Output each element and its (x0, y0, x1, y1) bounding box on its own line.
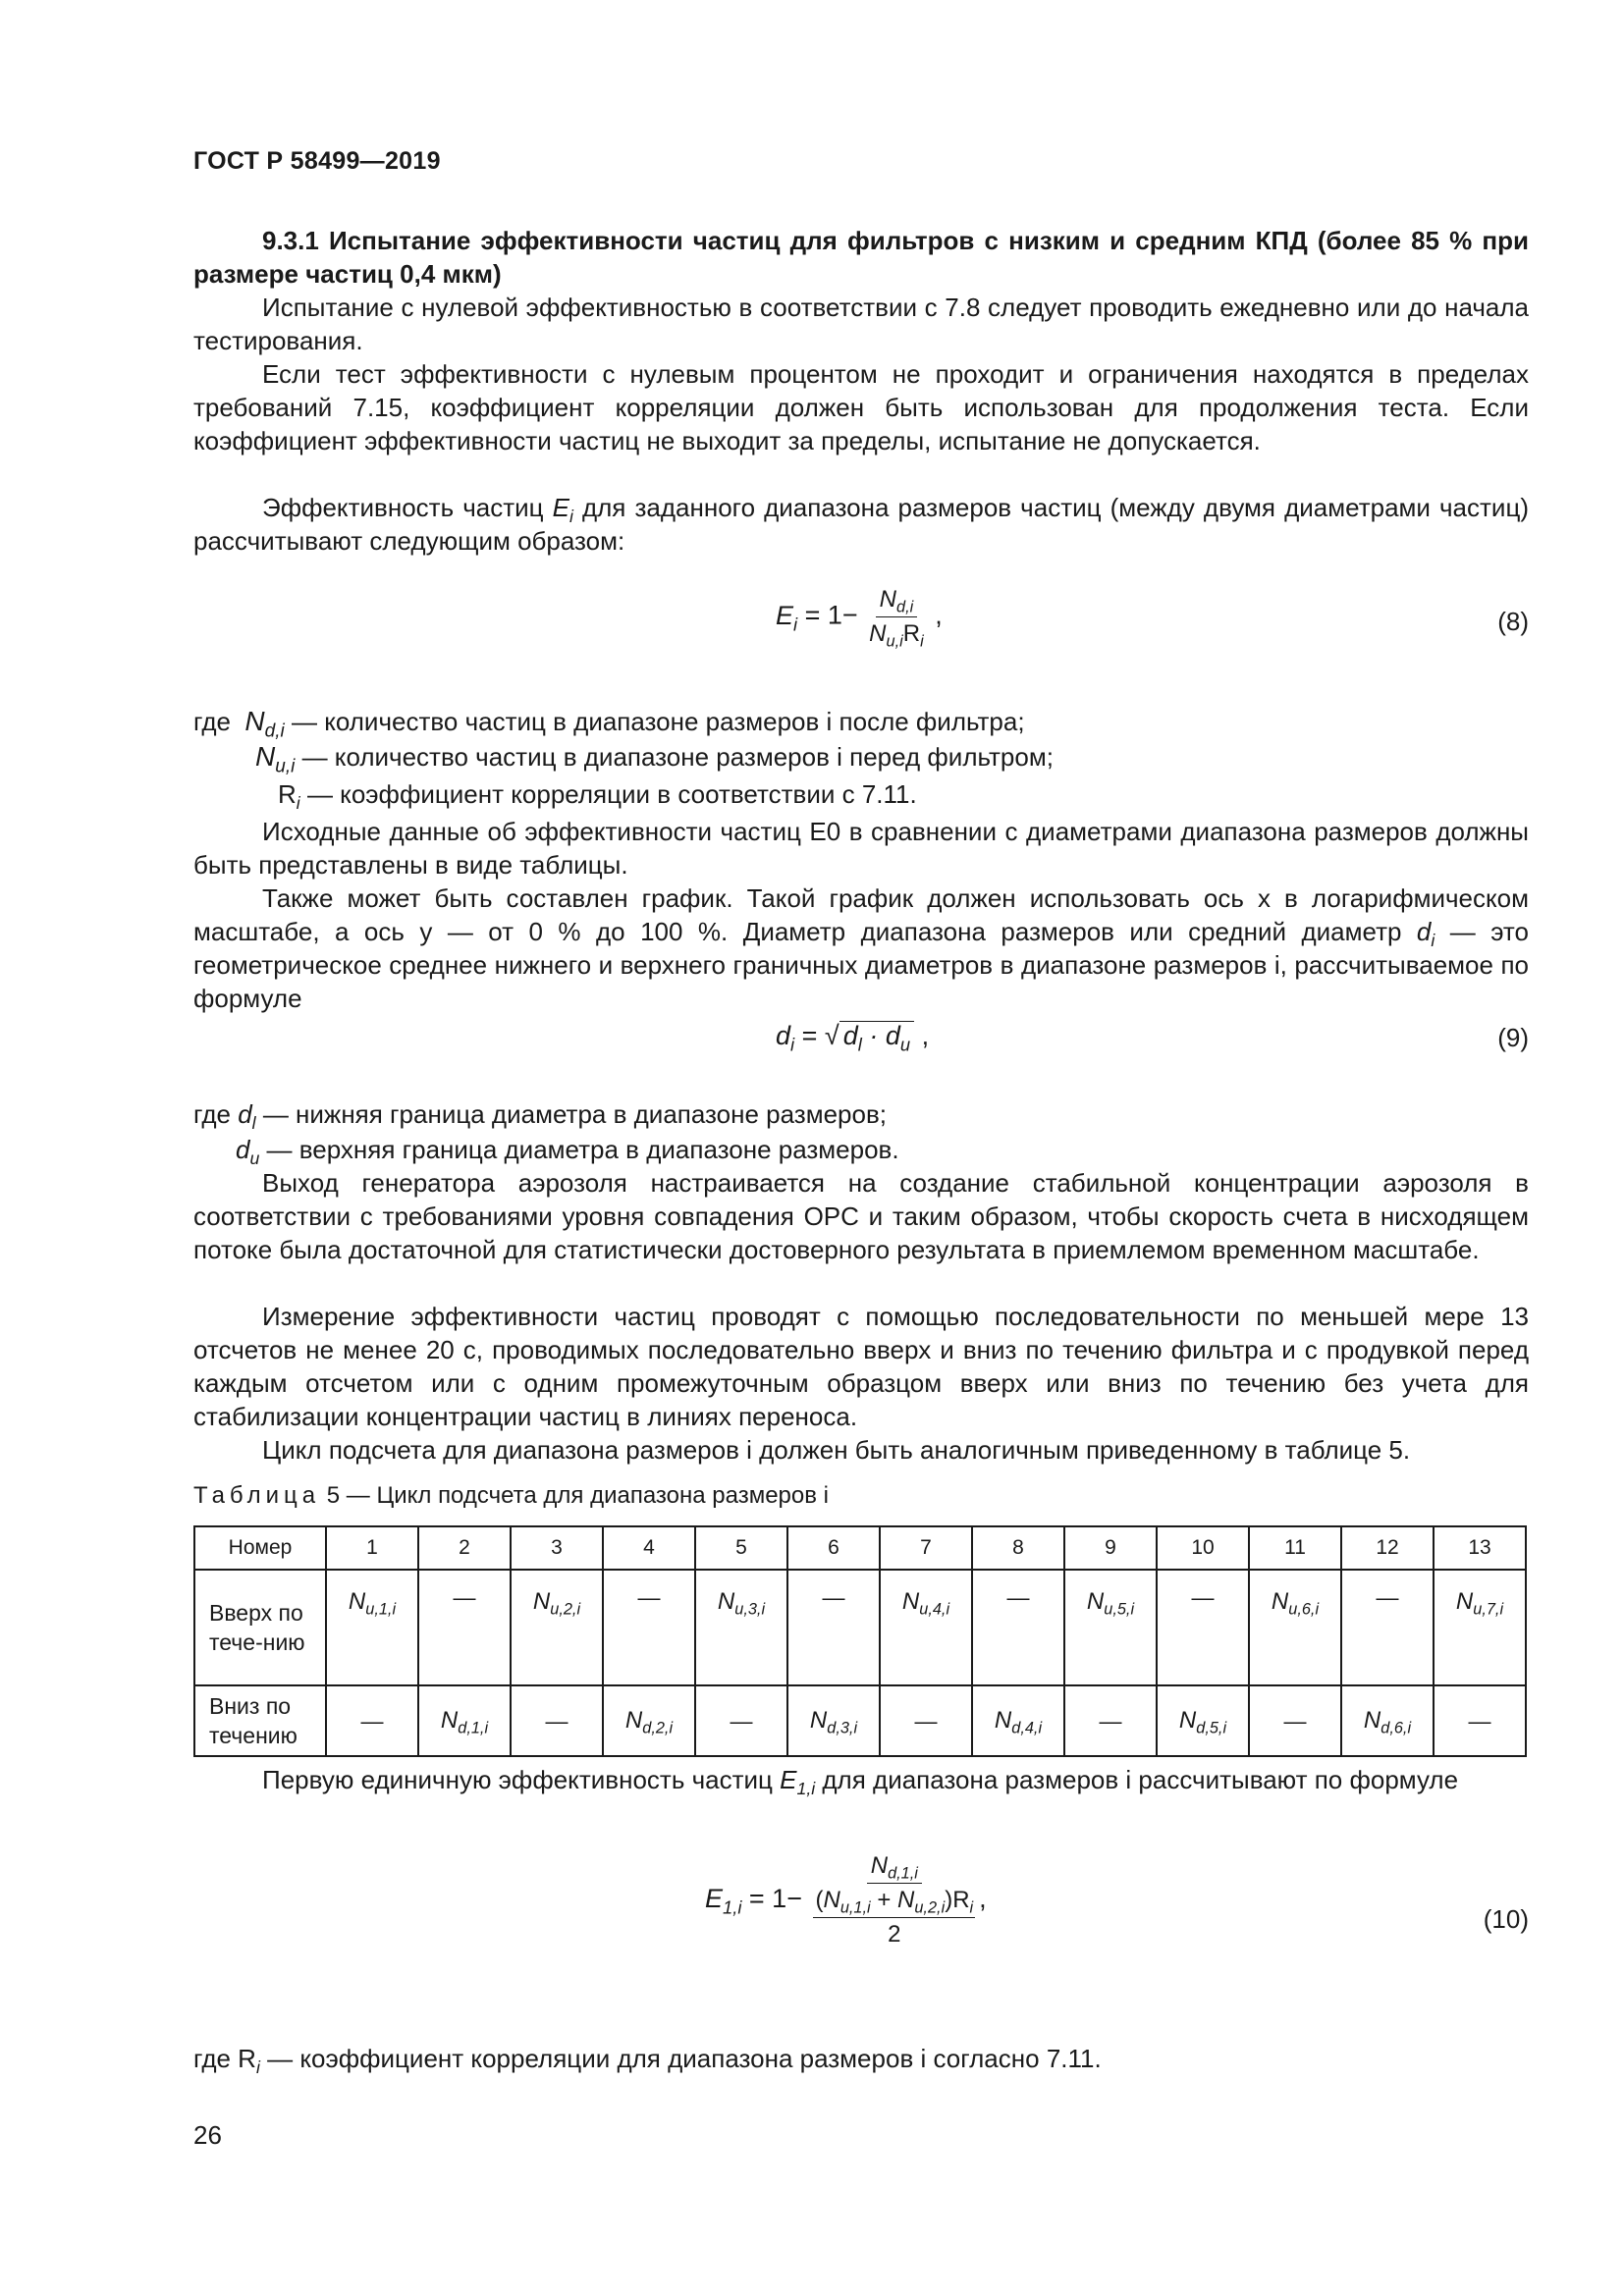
downstream-dash-cell: — (880, 1685, 972, 1756)
table-header-cell: 5 (695, 1526, 787, 1570)
paragraph-9: Первую единичную эффективность частиц $E_{1,i}$ для диапазона размеров i рассчитывают по формуле (262, 1765, 1459, 1799)
definition-du-text: — верхняя граница диаметра в диапазоне размеров. (259, 1135, 899, 1164)
definition-r-text: — коэффициент корреляции в соответствии с 7.11. (299, 779, 917, 809)
downstream-count-cell: $N_{d,5,i}$ (1157, 1685, 1249, 1756)
table-header-cell: 2 (418, 1526, 511, 1570)
paragraph-4: Исходные данные об эффективности частиц E0 в сравнении с диаметрами диапазона размеров должны быть представлены в виде таблицы. (193, 817, 1529, 880)
downstream-dash-cell: — (1249, 1685, 1341, 1756)
paragraph-1: Испытание с нулевой эффективностью в соответствии с 7.8 следует проводить ежедневно или до начала тестирования. (193, 293, 1529, 355)
definition-r2-text: — коэффициент корреляции для диапазона размеров i согласно 7.11. (259, 2044, 1102, 2073)
paragraph-2: Если тест эффективности с нулевым процентом не проходит и ограничения находятся в пределах требований 7.15, коэффициент корреляции должен быть использован для продолжения теста. Если коэффициент эффективности частиц не выходит за пределы, испытание не допускается. (193, 359, 1529, 455)
definition-nu-text: — количество частиц в диапазоне размеров i перед фильтром; (295, 742, 1054, 772)
paragraph-3-a: Эффективность частиц (262, 493, 553, 522)
downstream-count-cell: $N_{d,4,i}$ (972, 1685, 1064, 1756)
paragraph-9-a: Первую единичную эффективность частиц (262, 1765, 781, 1794)
table-header-cell: 1 (326, 1526, 418, 1570)
table-header-cell: 6 (787, 1526, 880, 1570)
upstream-dash-cell: — (603, 1570, 695, 1685)
row-label-downstream: Вниз по течению (194, 1685, 326, 1756)
upstream-count-cell: $N_{u,5,i}$ (1064, 1570, 1157, 1685)
formula-9: $d_i$ = √ $d_l \cdot d_u$ , (776, 1021, 930, 1055)
upstream-dash-cell: — (1157, 1570, 1249, 1685)
definition-nd: где $N_{d,i}$ — количество частиц в диапазоне размеров i после фильтра; (193, 706, 1025, 742)
definition-dl: где $d_l$ — нижняя граница диаметра в диапазоне размеров; (193, 1099, 888, 1134)
paragraph-7: Измерение эффективности частиц проводят с помощью последовательности по меньшей мере 13 отсчетов не менее 20 с, проводимых последовательно вверх и вниз по течению фильтра и с продувкой перед каждым отсчетом или с одним промежуточным образцом вверх или вниз по течению без учета для стабилизации концентрации частиц в линиях переноса. (193, 1302, 1529, 1431)
paragraph-5-b: — это геометрическое среднее нижнего и верхнего граничных диаметров в диапазоне размеров i, рассчитываемое по формуле (193, 917, 1530, 1013)
downstream-dash-cell: — (695, 1685, 787, 1756)
table-header-cell: 11 (1249, 1526, 1341, 1570)
upstream-count-cell: $N_{u,1,i}$ (326, 1570, 418, 1685)
table-header-cell: 10 (1157, 1526, 1249, 1570)
downstream-count-cell: $N_{d,2,i}$ (603, 1685, 695, 1756)
downstream-dash-cell: — (1064, 1685, 1157, 1756)
where-label-3: где (193, 2044, 231, 2073)
paragraph-5: Также может быть составлен график. Такой график должен использовать ось x в логарифмическом масштабе, а ось y — от 0 % до 100 %. Диаметр диапазона размеров или средний диаметр $d_i$ — это геометрическое среднее нижнего и верхнего граничных диаметров в диапазоне размеров i, рассчитываемое по формуле (193, 883, 1530, 1013)
downstream-count-cell: $N_{d,3,i}$ (787, 1685, 880, 1756)
table-caption-rest: 5 — Цикл подсчета для диапазона размеров i (320, 1482, 829, 1509)
equation-number-9: (9) (1497, 1023, 1529, 1052)
paragraph-5-a: Также может быть составлен график. Такой график должен использовать ось x в логарифмическом масштабе, а ось y — от 0 % до 100 %. Диаметр диапазона размеров или средний диаметр (193, 883, 1529, 946)
where-label-2: где (193, 1099, 231, 1129)
equation-number-8: (8) (1497, 607, 1529, 636)
table-header-cell: 7 (880, 1526, 972, 1570)
table-header-cell: 8 (972, 1526, 1064, 1570)
table-header-cell: 12 (1341, 1526, 1434, 1570)
downstream-count-cell: $N_{d,6,i}$ (1341, 1685, 1434, 1756)
upstream-dash-cell: — (1341, 1570, 1434, 1685)
definition-du: $d_u$ — верхняя граница диаметра в диапазоне размеров. (236, 1135, 899, 1169)
table-row-downstream (194, 1685, 1526, 1756)
table-header-cell: 13 (1434, 1526, 1526, 1570)
table-header-cell: 4 (603, 1526, 695, 1570)
paragraph-3 (193, 491, 1529, 558)
equation-number-10: (10) (1483, 1904, 1529, 1934)
upstream-count-cell: $N_{u,7,i}$ (1434, 1570, 1526, 1685)
paragraph-9-b: для диапазона размеров i рассчитывают по формуле (815, 1765, 1459, 1794)
upstream-dash-cell: — (787, 1570, 880, 1685)
page-number: 26 (193, 2120, 222, 2150)
upstream-count-cell: $N_{u,3,i}$ (695, 1570, 787, 1685)
formula-8: $E_i = 1-$ $\frac{N_{d,i}}{N_{u,i}R_i}$ , (776, 586, 943, 651)
where-label: где (193, 707, 231, 736)
table-header-row (194, 1526, 1526, 1570)
definition-nd-text: — количество частиц в диапазоне размеров i после фильтра; (284, 707, 1025, 736)
paragraph-6: Выход генератора аэрозоля настраивается на создание стабильной концентрации аэрозоля в соответствии с требованиями уровня совпадения ОPC и таким образом, чтобы скорость счета в нисходящем потоке была достаточной для статистически достоверного результата в приемлемом временном масштабе. (193, 1168, 1529, 1264)
upstream-count-cell: $N_{u,4,i}$ (880, 1570, 972, 1685)
table-header-cell: 3 (511, 1526, 603, 1570)
formula-10: $E_{1,i} = 1-$ $N_{d,1,i}$ $(N_{u,1,i} + N_{u,2,i})R_i$ 2 , (705, 1852, 987, 1948)
paragraph-3-b: для заданного диапазона размеров частиц (между двумя диаметрами частиц) рассчитывают следующим образом: (193, 493, 1530, 556)
definition-r: $R_i$ — коэффициент корреляции в соответствии с 7.11. (278, 779, 917, 814)
row-label-upstream: Вверх по тече-нию (194, 1570, 326, 1685)
upstream-dash-cell: — (972, 1570, 1064, 1685)
definition-nu: $N_{u,i}$ — количество частиц в диапазоне размеров i перед фильтром; (255, 741, 1054, 777)
table-header-cell: 9 (1064, 1526, 1157, 1570)
downstream-dash-cell: — (326, 1685, 418, 1756)
upstream-count-cell: $N_{u,6,i}$ (1249, 1570, 1341, 1685)
symbol-Ei: $E_i$ (552, 493, 573, 527)
upstream-count-cell: $N_{u,2,i}$ (511, 1570, 603, 1685)
table-caption-word: Таблица (193, 1482, 321, 1509)
downstream-dash-cell: — (1434, 1685, 1526, 1756)
definition-dl-text: — нижняя граница диаметра в диапазоне размеров; (255, 1099, 888, 1129)
definition-r2: где $R_i$ — коэффициент корреляции для диапазона размеров i согласно 7.11. (193, 2044, 1102, 2078)
table-caption (193, 1482, 829, 1510)
document-header: ГОСТ Р 58499—2019 (193, 147, 441, 175)
paragraph-8: Цикл подсчета для диапазона размеров i должен быть аналогичным приведенному в таблице 5. (262, 1435, 1411, 1465)
table-row-upstream (194, 1570, 1526, 1685)
downstream-dash-cell: — (511, 1685, 603, 1756)
downstream-count-cell: $N_{d,1,i}$ (418, 1685, 511, 1756)
count-cycle-table (193, 1525, 1527, 1757)
upstream-dash-cell: — (418, 1570, 511, 1685)
section-heading: 9.3.1 Испытание эффективности частиц для фильтров с низким и средним КПД (более 85 % при размере частиц 0,4 мкм) (193, 226, 1529, 289)
table-header-label: Номер (194, 1526, 326, 1570)
